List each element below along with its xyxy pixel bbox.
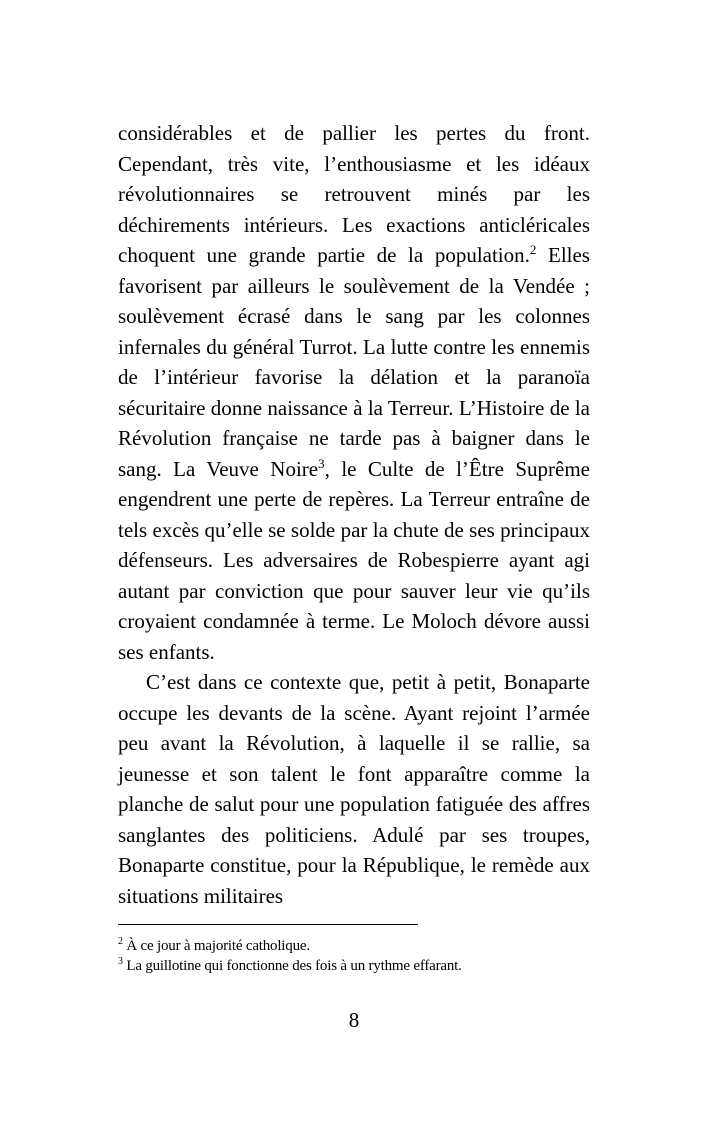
footnote-2: [118, 936, 590, 956]
footnotes: [118, 936, 590, 976]
paragraph-1-text-a: considérables et de pallier les pertes du front. Cependant, très vite, l’enthousiasme et les idéaux révolutionnaires se retrouvent minés par les déchirements intérieurs. Les exactions anticléricales choquent une grande partie de la population.: [118, 121, 590, 267]
page-number: 8: [348, 1008, 360, 1032]
paragraph-1-text-b: Elles favorisent par ailleurs le soulèvement de la Vendée ; soulèvement écrasé dans le sang par les colonnes infernales du général Turrot. La lutte contre les ennemis de l’intérieur favorise la délation et la paranoïa sécuritaire donne naissance à la Terreur. L’Histoire de la Révolution française ne tarde pas à baigner dans le sang. La Veuve Noire: [118, 243, 590, 481]
paragraph-1-text-c: , le Culte de l’Être Suprême engendrent une perte de repères. La Terreur entraîne de tels excès qu’elle se solde par la chute de ses principaux défenseurs. Les adversaires de Robespierre ayant agi autant par conviction que pour sauver leur vie qu’ils croyaient condamnée à terme. Le Moloch dévore aussi ses enfants.: [118, 456, 590, 664]
footnote-3-number: 3: [118, 956, 123, 967]
footnote-ref-3[interactable]: 3: [318, 455, 325, 471]
footnote-2-number: 2: [118, 936, 123, 947]
paragraph-1: [118, 118, 590, 667]
footnote-separator: [118, 924, 418, 925]
paragraph-2: [118, 667, 590, 911]
footnote-3: [118, 956, 590, 976]
footnote-2-text: À ce jour à majorité catholique.: [122, 938, 310, 954]
body-text: [118, 118, 590, 911]
footnote-3-text: La guillotine qui fonctionne des fois à un rythme effarant.: [122, 958, 462, 974]
paragraph-2-text: C’est dans ce contexte que, petit à petit, Bonaparte occupe les devants de la scène. Ayant rejoint l’armée peu avant la Révolution, à laquelle il se rallie, sa jeunesse et son talent le font apparaître comme la planche de salut pour une population fatiguée des affres sanglantes des politiciens. Adulé par ses troupes, Bonaparte constitue, pour la République, le remède aux situations militaires: [118, 670, 590, 908]
footnote-ref-2[interactable]: 2: [529, 242, 537, 257]
